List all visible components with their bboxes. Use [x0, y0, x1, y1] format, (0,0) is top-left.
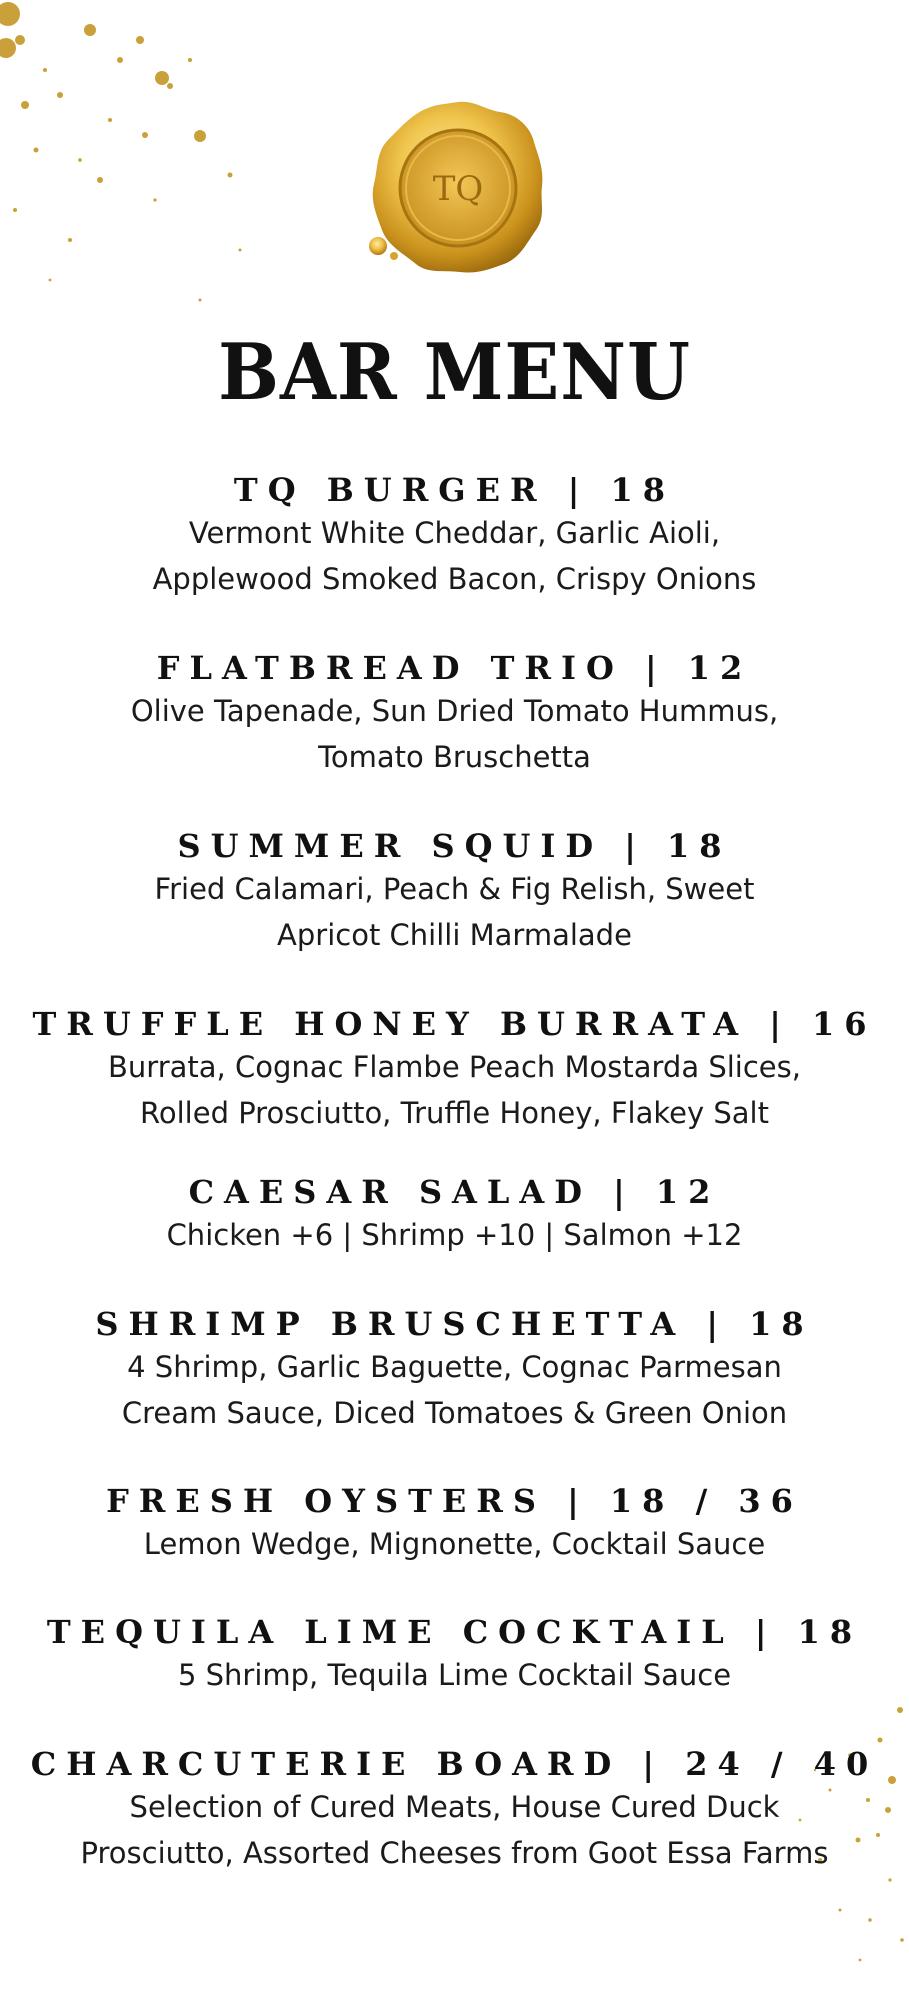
- item-desc: Tomato Bruschetta: [318, 740, 591, 774]
- item-desc: 5 Shrimp, Tequila Lime Cocktail Sauce: [177, 1658, 732, 1692]
- menu-item-fresh-oysters: [0, 1481, 909, 1567]
- item-desc: Vermont White Cheddar, Garlic Aioli,: [188, 516, 721, 550]
- menu-item-summer-squid: [0, 826, 909, 958]
- item-desc: Applewood Smoked Bacon, Crispy Onions: [152, 562, 757, 596]
- seal-monogram: TQ: [432, 169, 484, 209]
- item-name: FLATBREAD TRIO | 12: [156, 649, 753, 687]
- menu-item-caesar-salad: [0, 1172, 909, 1258]
- menu-item-tequila-lime-cocktail: [0, 1612, 909, 1698]
- item-desc: Rolled Prosciutto, Truffle Honey, Flakey Salt: [140, 1096, 769, 1130]
- menu-item-truffle-honey-burrata: [0, 1004, 909, 1136]
- menu-item-shrimp-bruschetta: [0, 1304, 909, 1436]
- page-title: BAR MENU: [218, 325, 691, 418]
- item-desc: Selection of Cured Meats, House Cured Duck: [129, 1790, 780, 1824]
- menu-item-tq-burger: [0, 470, 909, 602]
- item-name: SHRIMP BRUSCHETTA | 18: [95, 1305, 814, 1343]
- item-name: SUMMER SQUID | 18: [177, 827, 732, 865]
- item-desc: 4 Shrimp, Garlic Baguette, Cognac Parmesan: [127, 1350, 782, 1384]
- wax-seal-logo: [366, 96, 548, 278]
- menu-item-flatbread-trio: [0, 648, 909, 780]
- item-desc: Chicken +6 | Shrimp +10 | Salmon +12: [166, 1218, 743, 1252]
- item-desc: Olive Tapenade, Sun Dried Tomato Hummus,: [130, 694, 779, 728]
- item-desc: Fried Calamari, Peach & Fig Relish, Sweet: [154, 872, 755, 906]
- item-name: FRESH OYSTERS | 18 / 36: [106, 1482, 803, 1520]
- item-desc: Apricot Chilli Marmalade: [277, 918, 632, 952]
- menu-item-charcuterie-board: [0, 1744, 909, 1876]
- gold-splatter-top-left: [0, 0, 260, 330]
- item-name: TEQUILA LIME COCKTAIL | 18: [46, 1613, 863, 1651]
- item-desc: Lemon Wedge, Mignonette, Cocktail Sauce: [143, 1527, 766, 1561]
- item-desc: Cream Sauce, Diced Tomatoes & Green Onion: [121, 1396, 788, 1430]
- item-desc: Prosciutto, Assorted Cheeses from Goot Essa Farms: [80, 1836, 829, 1870]
- item-desc: Burrata, Cognac Flambe Peach Mostarda Slices,: [108, 1050, 801, 1084]
- item-name: TRUFFLE HONEY BURRATA | 16: [32, 1005, 877, 1043]
- item-name: CHARCUTERIE BOARD | 24 / 40: [30, 1745, 879, 1783]
- item-name: TQ BURGER | 18: [233, 471, 676, 509]
- item-name: CAESAR SALAD | 12: [188, 1173, 721, 1211]
